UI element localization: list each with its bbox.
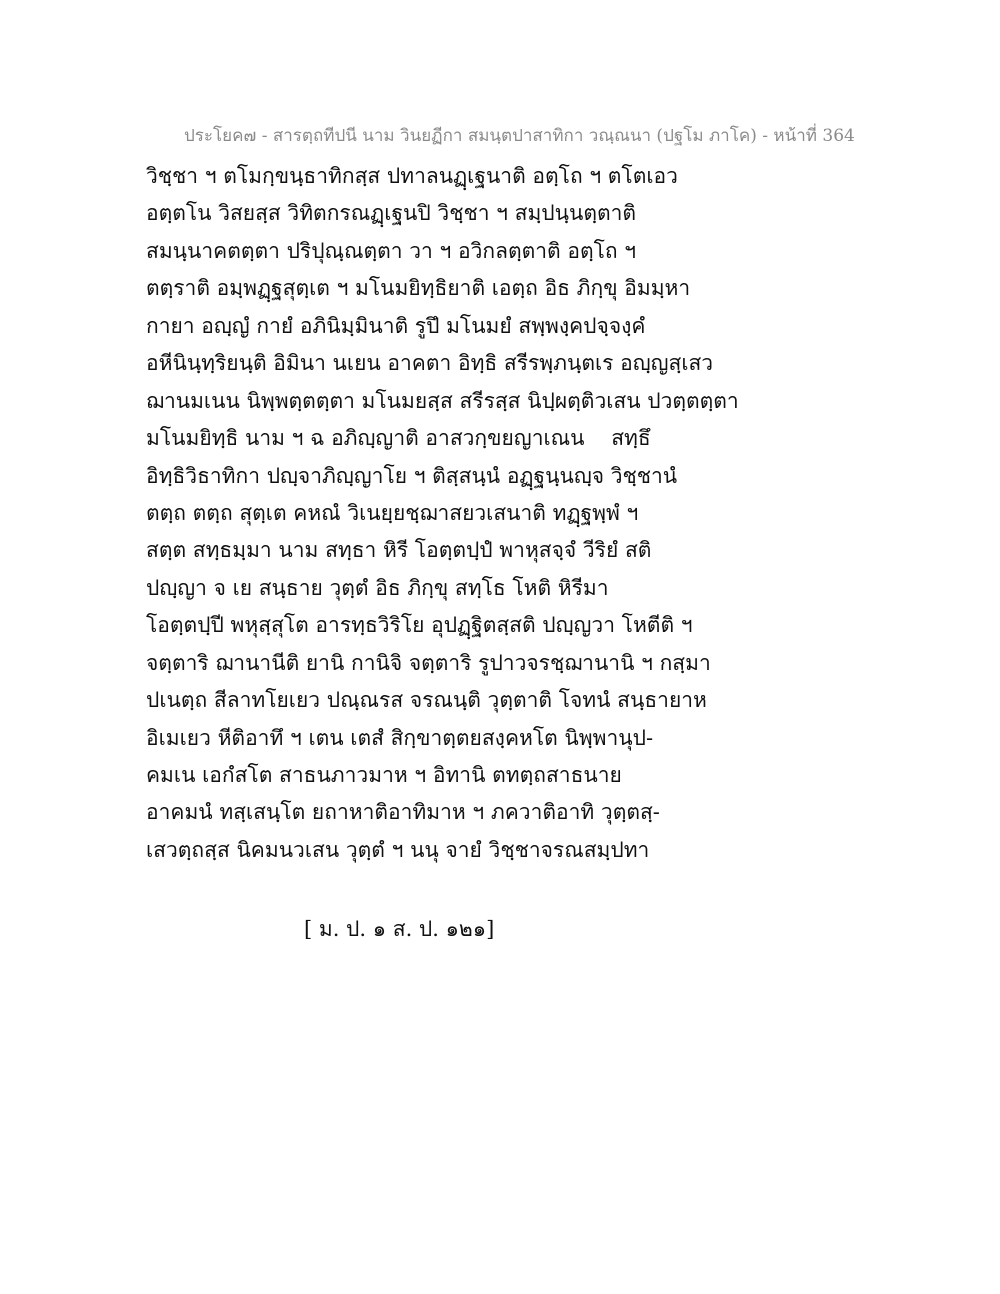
text-line: สตฺต สทฺธมฺมา นาม สทฺธา หิรี โอตฺตปฺปํ พาหุสจฺจํ วีริยํ สติ [146, 538, 652, 563]
text-line: ตตฺราติ อมฺพฏฺฐสุตฺเต ฯ มโนมยิทฺธิยาติ เอตฺถ อิธ ภิกฺขุ อิมมฺหา [146, 276, 691, 301]
text-line: อิเมเยว หีติอาทึ ฯ เตน เตสํ สิกฺขาตฺตยสงฺคหโต นิพฺพานุป- [146, 725, 654, 750]
text-line: อิทฺธิวิธาทิกา ปญฺจาภิญฺญาโย ฯ ติสฺสนฺนํ อฏฺฐนฺนญฺจ วิชฺชานํ [146, 463, 678, 488]
text-line: วิชฺชา ฯ ตโมกฺขนฺธาทิกสฺส ปทาลนฏฺเฐนาติ อตฺโถ ฯ ตโตเอว [146, 164, 678, 188]
text-line: ปเนตฺถ สีลาทโยเยว ปณฺณรส จรณนฺติ วุตฺตาติ โจทนํ สนฺธายาห [146, 688, 707, 713]
text-line: ปญฺญา จ เย สนฺธาย วุตฺตํ อิธ ภิกฺขุ สทฺโธ โหติ หิรีมา [146, 575, 609, 600]
body-text [146, 158, 966, 869]
text-line: ฌานมเนน นิพฺพตฺตตฺตา มโนมยสฺส สรีรสฺส นิปฺผตฺติวเสน ปวตฺตตฺตา [146, 388, 739, 413]
text-line: กายา อญฺญํ กายํ อภินิมฺมินาติ รูปึ มโนมยํ สพฺพงฺคปจฺจงฺคํ [146, 313, 646, 338]
text-line: โอตฺตปฺปี พหุสฺสุโต อารทฺธวิริโย อุปฏฺฐิตสฺสติ ปญฺญวา โหตีติ ฯ [146, 613, 693, 638]
text-line: เสวตฺถสฺส นิคมนวเสน วุตฺตํ ฯ นนุ จายํ วิชฺชาจรณสมฺปทา [146, 837, 650, 862]
text-line: สมนฺนาคตตฺตา ปริปุณฺณตฺตา วา ฯ อวิกลตฺตาติ อตฺโถ ฯ [146, 238, 637, 263]
page-header: ประโยค๗ - สารตฺถทีปนี นาม วินยฏีกา สมนฺตปาสาทิกา วณฺณนา (ปฐโม ภาโค) - หน้าที่ 364 [184, 126, 855, 146]
text-line: ตตฺถ ตตฺถ สุตฺเต คหณํ วิเนยฺยชฺฌาสยวเสนาติ ทฏฺฐพฺพํ ฯ [146, 500, 639, 525]
text-line: จตฺตาริ ฌานานีติ ยานิ กานิจิ จตฺตาริ รูปาวจรชฺฌานานิ ฯ กสฺมา [146, 650, 711, 675]
text-line: อหีนินฺทฺริยนฺติ อิมินา นเยน อาคตา อิทฺธิ สรีรพฺภนฺตเร อญฺญสฺเสว [146, 351, 714, 376]
text-line: อาคมนํ ทสฺเสนฺโต ยถาหาติอาทิมาห ฯ ภควาติอาทิ วุตฺตสฺ- [146, 800, 660, 825]
text-line: มโนมยิทฺธิ นาม ฯ ฉ อภิญฺญาติ อาสวกฺขยญาเณน สทฺธึ [146, 426, 651, 451]
text-line: อตฺตโน วิสยสฺส วิทิตกรณฏฺเฐนปิ วิชฺชา ฯ สมฺปนฺนตฺตาติ [146, 201, 637, 226]
text-line: คมเน เอกํสโต สาธนภาวมาห ฯ อิทานิ ตทตฺถสาธนาย [146, 763, 622, 787]
reference-citation: [ ม. ป. ๑ ส. ป. ๑๒๑] [304, 917, 495, 941]
